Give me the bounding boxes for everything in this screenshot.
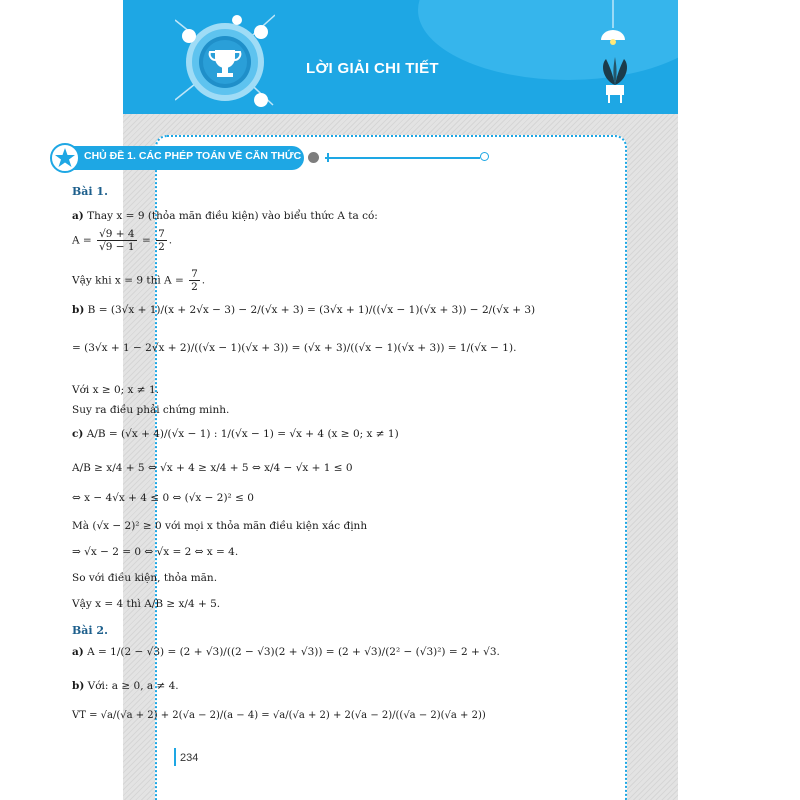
bai1-c-line2: A/B ≥ x/4 + 5 ⇔ √x + 4 ≥ x/4 + 5 ⇔ x/4 − √x + 1 ≤ 0 [72, 462, 353, 474]
bai2-b-label: b) [72, 680, 85, 692]
bai1-c-line5: ⇒ √x − 2 = 0 ⇔ √x = 2 ⇔ x = 4. [72, 546, 239, 558]
bai2-a-label: a) [72, 646, 84, 658]
bai2-title: Bài 2. [72, 624, 108, 637]
bai1-a-equation: A = $\frac{√9 + 4}{√9 - 1}$ = $\frac{7}{2}$ . [72, 228, 173, 254]
chapter-label: CHỦ ĐỀ 1. CÁC PHÉP TOÁN VỀ CĂN THỨC [84, 150, 302, 162]
bai1-c-line6: So với điều kiện, thỏa mãn. [72, 572, 218, 584]
fraction [97, 228, 137, 253]
page-number-bar [174, 748, 176, 766]
bai1-b-line2: = (3√x + 1 − 2√x + 2)/((√x − 1)(√x + 3)) = (√x + 3)/((√x − 1)(√x + 3)) = 1/(√x − 1). [72, 342, 517, 354]
fraction-result [189, 268, 200, 293]
bai1-c-line1 [72, 428, 399, 441]
header-title: LỜI GIẢI CHI TIẾT [306, 60, 439, 77]
frac-num: √9 + 4 [99, 228, 135, 240]
equation-text: A/B = (√x + 4)/(√x − 1) : 1/(√x − 1) = √x + 4 (x ≥ 0; x ≠ 1) [86, 428, 399, 440]
bai1-a-sentence: Thay x = 9 (thỏa mãn điều kiện) vào biểu thức A ta có: [87, 210, 378, 222]
frac-den: 2 [158, 241, 165, 254]
equation-text: A = 1/(2 − √3) = (2 + √3)/((2 − √3)(2 + √3)) = (2 + √3)/(2² − (√3)²) = 2 + √3. [87, 646, 500, 658]
page-number: 234 [180, 752, 199, 764]
equation-text: B = (3√x + 1)/(x + 2√x − 3) − 2/(√x + 3) = (3√x + 1)/((√x − 1)(√x + 3)) − 2/(√x + 3) [87, 304, 536, 316]
bai1-b-conclusion: Suy ra điều phải chứng minh. [72, 404, 230, 416]
bai2-a-line [72, 646, 500, 659]
plant-icon [598, 55, 632, 109]
bai1-c-line4: Mà (√x − 2)² ≥ 0 với mọi x thỏa mãn điều kiện xác định [72, 520, 368, 532]
condition-text: Với: a ≥ 0, a ≠ 4. [87, 680, 179, 692]
frac-den: √9 − 1 [99, 241, 135, 254]
bai1-b-line1 [72, 304, 535, 317]
banner-wave [418, 0, 678, 80]
chapter-ring [480, 152, 489, 161]
bai2-b-condition [72, 680, 179, 693]
frac-den: 2 [191, 281, 198, 294]
fraction-result [156, 228, 167, 253]
trophy-icon [175, 10, 275, 110]
eq-lhs: A = [72, 234, 92, 247]
bai1-a-conclusion: Vậy khi x = 9 thì A = $\frac{7}{2}$ . [72, 268, 206, 294]
bai1-c-label: c) [72, 428, 84, 440]
chapter-line [325, 157, 480, 159]
bai1-b-condition: Với x ≥ 0; x ≠ 1. [72, 384, 159, 396]
bai1-b-label: b) [72, 304, 85, 316]
chapter-heading [50, 143, 450, 173]
bai1-c-line3: ⇔ x − 4√x + 4 ≤ 0 ⇔ (√x − 2)² ≤ 0 [72, 492, 254, 504]
frac-num: 7 [191, 268, 198, 280]
bai1-title: Bài 1. [72, 185, 108, 198]
bai2-b-line: VT = √a/(√a + 2) + 2(√a − 2)/(a − 4) = √a/(√a + 2) + 2(√a − 2)/((√a − 2)(√a + 2)) [72, 710, 486, 721]
star-icon [50, 143, 80, 173]
header-banner [123, 0, 678, 114]
bai1-a-text [72, 210, 378, 223]
bai1-c-line7: Vậy x = 4 thì A/B ≥ x/4 + 5. [72, 598, 221, 610]
chapter-dot [308, 152, 319, 163]
lamp-icon [593, 0, 633, 54]
frac-num: 7 [158, 228, 165, 240]
bai1-a-label: a) [72, 210, 84, 222]
conclusion-text: Vậy khi x = 9 thì A = [72, 274, 184, 287]
book-page [123, 0, 678, 800]
